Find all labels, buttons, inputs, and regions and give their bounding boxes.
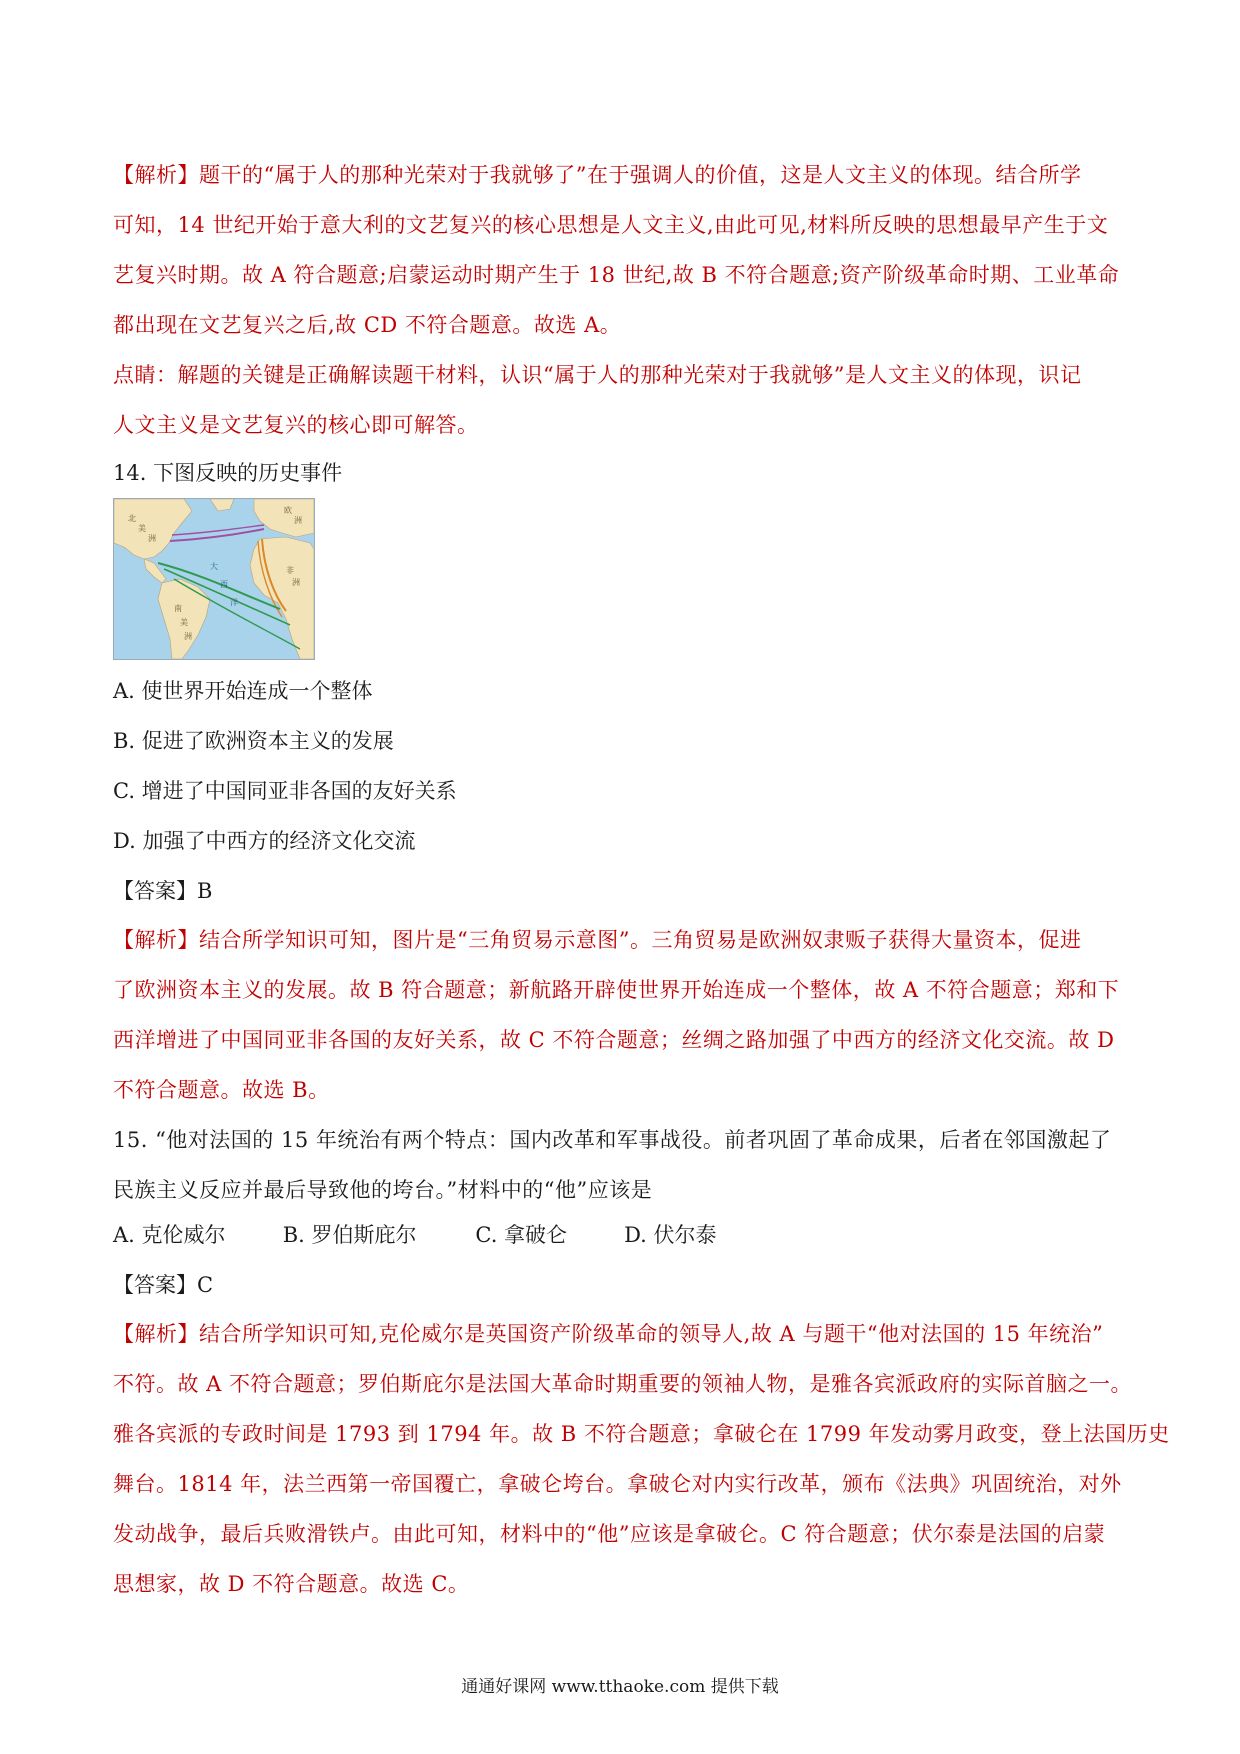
q15-option-d[interactable]: D. 伏尔泰 [624, 1223, 717, 1247]
map-label: 大 [210, 562, 218, 571]
q14-option-b[interactable]: B. 促进了欧洲资本主义的发展 [113, 729, 394, 753]
map-label: 洲 [294, 516, 302, 525]
q15-option-b[interactable]: B. 罗伯斯庇尔 [282, 1223, 417, 1247]
map-label: 北 [128, 514, 136, 523]
q15-answer: 【答案】C [113, 1273, 214, 1297]
text-line: 15. “他对法国的 15 年统治有两个特点：国内改革和军事战役。前者巩固了革命成果，后者在邻国激起了 [113, 1128, 1112, 1152]
q15-analysis [113, 1309, 1170, 1609]
map-label: 洲 [292, 578, 300, 587]
text-line: 【解析】结合所学知识可知,克伦威尔是英国资产阶级革命的领导人,故 A 与题干“他对法国的 15 年统治” [113, 1322, 1104, 1346]
map-label: 南 [174, 604, 182, 613]
q14-option-a[interactable]: A. 使世界开始连成一个整体 [113, 679, 373, 703]
q15-stem [113, 1115, 1133, 1215]
q14-analysis [113, 915, 1133, 1115]
text-line: 都出现在文艺复兴之后,故 CD 不符合题意。故选 A。 [113, 313, 622, 337]
q14-stem: 14. 下图反映的历史事件 [113, 461, 343, 485]
map-label: 西 [220, 580, 228, 589]
q14-option-c[interactable]: C. 增进了中国同亚非各国的友好关系 [113, 779, 457, 803]
text-line: 民族主义反应并最后导致他的垮台。”材料中的“他”应该是 [113, 1178, 653, 1202]
text-line: 艺复兴时期。故 A 符合题意;启蒙运动时期产生于 18 世纪,故 B 不符合题意;资产阶级革命时期、工业革命 [113, 263, 1120, 287]
text-line: 西洋增进了中国同亚非各国的友好关系，故 C 不符合题意；丝绸之路加强了中西方的经济文化交流。故 D [113, 1028, 1115, 1052]
q15-option-a[interactable]: A. 克伦威尔 [113, 1223, 226, 1247]
text-line: 雅各宾派的专政时间是 1793 到 1794 年。故 B 不符合题意；拿破仑在 1799 年发动雾月政变，登上法国历史 [113, 1422, 1170, 1446]
q14-option-d[interactable]: D. 加强了中西方的经济文化交流 [113, 829, 416, 853]
map-label: 美 [138, 524, 146, 533]
map-label: 美 [180, 618, 188, 627]
page-footer: 通通好课网 www.tthaoke.com 提供下载 [461, 1677, 779, 1697]
text-line: 不符。故 A 不符合题意；罗伯斯庇尔是法国大革命时期重要的领袖人物，是雅各宾派政府的实际首脑之一。 [113, 1372, 1133, 1396]
map-image [114, 499, 314, 659]
q15-option-c[interactable]: C. 拿破仑 [475, 1223, 568, 1247]
text-line: 【解析】结合所学知识可知，图片是“三角贸易示意图”。三角贸易是欧洲奴隶贩子获得大量资本，促进 [113, 928, 1082, 952]
q13-analysis [113, 150, 1133, 450]
text-line: 发动战争，最后兵败滑铁卢。由此可知，材料中的“他”应该是拿破仑。C 符合题意；伏尔泰是法国的启蒙 [113, 1522, 1106, 1546]
text-line: 可知，14 世纪开始于意大利的文艺复兴的核心思想是人文主义,由此可见,材料所反映的思想最早产生于文 [113, 213, 1109, 237]
q15-options [113, 1219, 717, 1249]
map-label: 非 [286, 566, 294, 575]
text-line: 舞台。1814 年，法兰西第一帝国覆亡，拿破仑垮台。拿破仑对内实行改革，颁布《法典》巩固统治，对外 [113, 1472, 1122, 1496]
text-line: 不符合题意。故选 B。 [113, 1078, 330, 1102]
map-label: 洋 [230, 598, 238, 607]
q14-answer: 【答案】B [113, 879, 213, 903]
map-label: 洲 [148, 534, 156, 543]
map-label: 洲 [184, 632, 192, 641]
text-line: 【解析】题干的“属于人的那种光荣对于我就够了”在于强调人的价值，这是人文主义的体现。结合所学 [113, 163, 1082, 187]
text-line: 点睛：解题的关键是正确解读题干材料，认识“属于人的那种光荣对于我就够”是人文主义的体现，识记 [113, 363, 1082, 387]
triangle-trade-map [113, 498, 315, 660]
map-label: 欧 [284, 506, 292, 515]
text-line: 人文主义是文艺复兴的核心即可解答。 [113, 413, 479, 437]
text-line: 思想家，故 D 不符合题意。故选 C。 [113, 1572, 470, 1596]
text-line: 了欧洲资本主义的发展。故 B 符合题意；新航路开辟使世界开始连成一个整体，故 A 不符合题意；郑和下 [113, 978, 1120, 1002]
